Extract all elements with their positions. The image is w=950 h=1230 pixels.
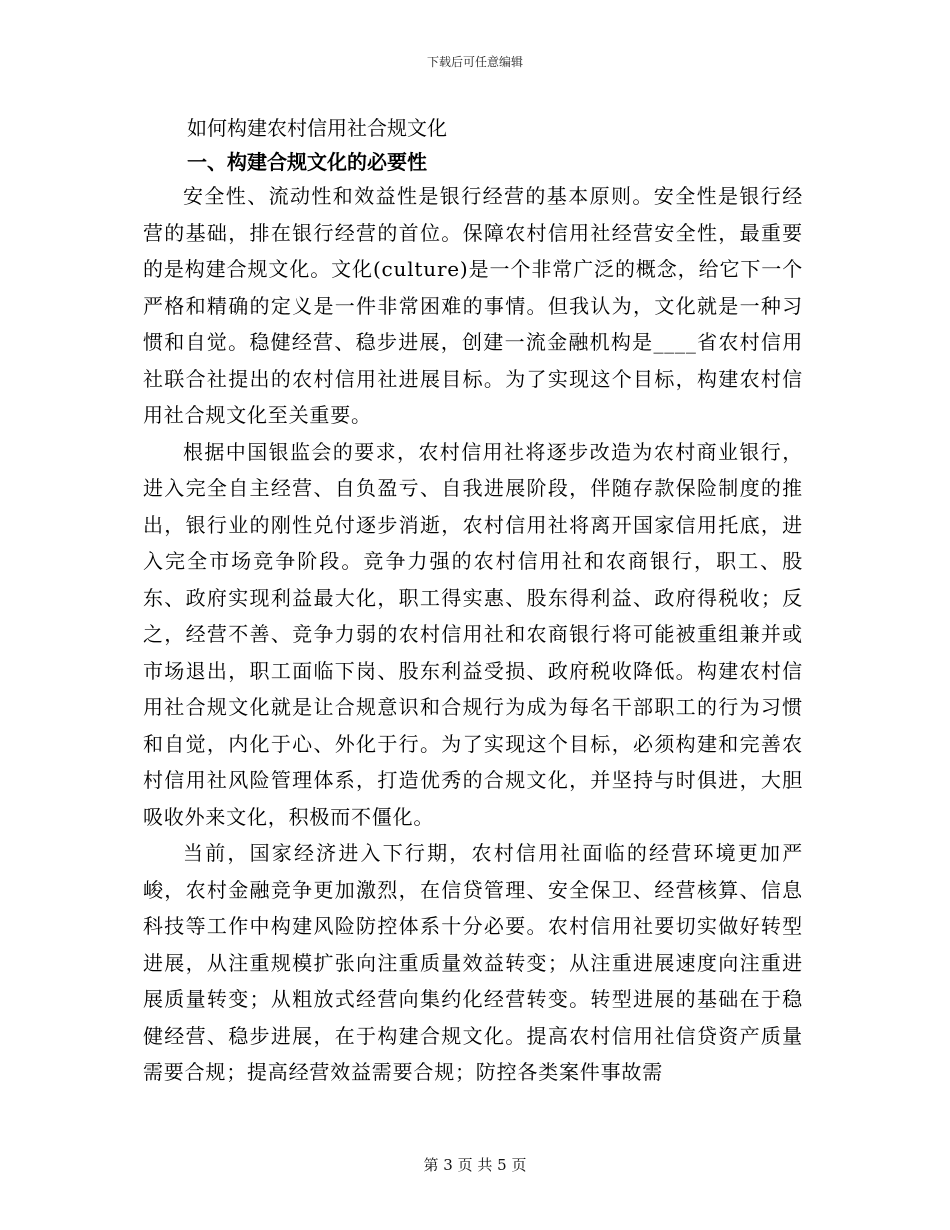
paragraph: 当前，国家经济进入下行期，农村信用社面临的经营环境更加严峻，农村金融竞争更加激烈，在信贷管理、安全保卫、经营核算、信息科技等工作中构建风险防控体系十分必要。农村信用社要切实做好转型进展，从注重规模扩张向注重质量效益转变；从注重进展速度向注重进展质量转变；从粗放式经营向集约化经营转变。转型进展的基础在于稳健经营、稳步进展，在于构建合规文化。提高农村信用社信贷资产质量需要合规；提高经营效益需要合规；防控各类案件事故需	[143, 841, 803, 1084]
document-body	[143, 112, 803, 1091]
page-number: 第 3 页 共 5 页	[423, 1156, 527, 1174]
section-heading: 一、构建合规文化的必要性	[187, 150, 427, 174]
paragraph: 安全性、流动性和效益性是银行经营的基本原则。安全性是银行经营的基础，排在银行经营的首位。保障农村信用社经营安全性，最重要的是构建合规文化。文化(culture)是一个非常广泛的概念，给它下一个严格和精确的定义是一件非常困难的事情。但我认为，文化就是一种习惯和自觉。稳健经营、稳步进展，创建一流金融机构是____省农村信用社联合社提出的农村信用社进展目标。为了实现这个目标，构建农村信用社合规文化至关重要。	[143, 184, 803, 427]
document-title: 如何构建农村信用社合规文化	[187, 116, 447, 140]
page-header: 下载后可任意编辑	[426, 55, 523, 69]
paragraph: 根据中国银监会的要求，农村信用社将逐步改造为农村商业银行，进入完全自主经营、自负盈亏、自我进展阶段，伴随存款保险制度的推出，银行业的刚性兑付逐步消逝，农村信用社将离开国家信用托底，进入完全市场竞争阶段。竞争力强的农村信用社和农商银行，职工、股东、政府实现利益最大化，职工得实惠、股东得利益、政府得税收；反之，经营不善、竞争力弱的农村信用社和农商银行将可能被重组兼并或市场退出，职工面临下岗、股东利益受损、政府税收降低。构建农村信用社合规文化就是让合规意识和合规行为成为每名干部职工的行为习惯和自觉，内化于心、外化于行。为了实现这个目标，必须构建和完善农村信用社风险管理体系，打造优秀的合规文化，并坚持与时俱进，大胆吸收外来文化，积极而不僵化。	[143, 439, 803, 829]
